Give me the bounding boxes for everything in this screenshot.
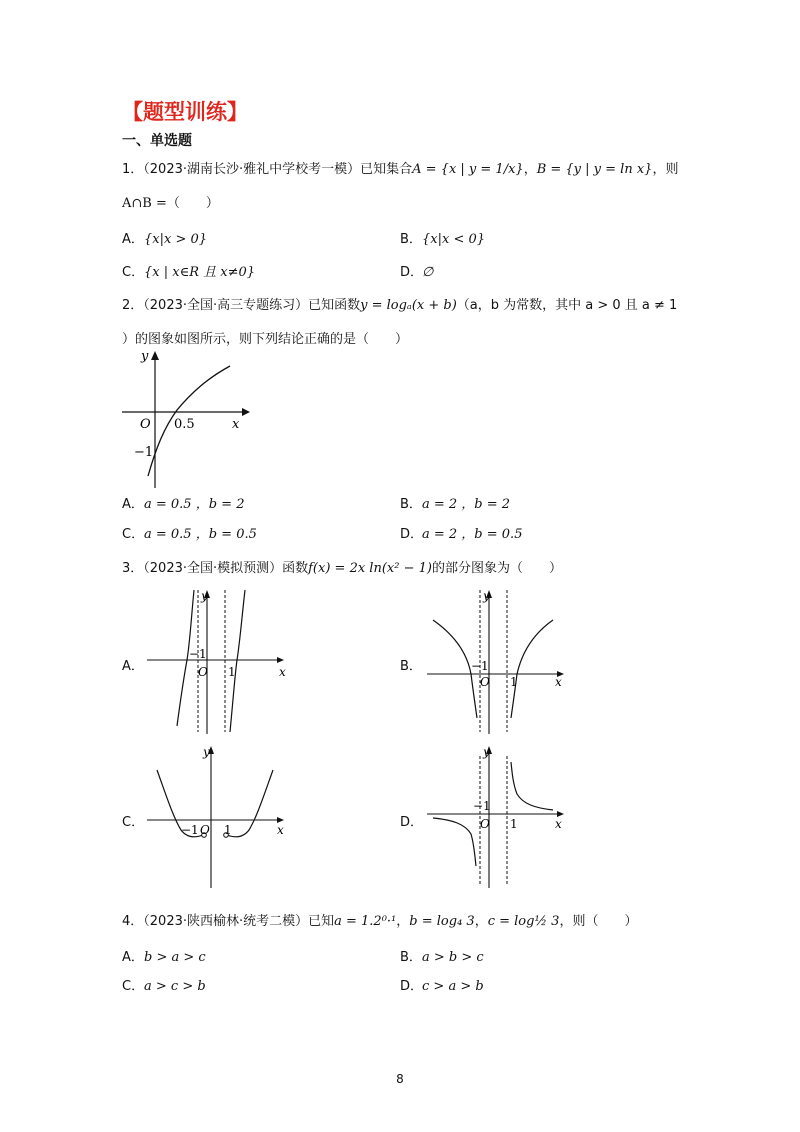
q3-graph-b <box>425 586 575 736</box>
svg-text:y: y <box>483 589 490 603</box>
q4-option-b[interactable]: B．a > b > c <box>400 950 484 965</box>
q1-set-b: B = {y | y = ln x} <box>536 162 653 177</box>
svg-text:1: 1 <box>510 675 518 689</box>
page-number: 8 <box>396 1072 404 1086</box>
svg-text:O: O <box>480 817 490 831</box>
svg-text:x: x <box>279 665 286 679</box>
q1-set-a: A = {x | y = 1/x} <box>412 162 524 177</box>
q1-stem: 1．（2023·湖南长沙·雅礼中学校考一模）已知集合A = {x | y = 1/x}，B = {y | y = ln x}，则 <box>122 162 679 177</box>
q3-graph-a <box>145 586 295 736</box>
q2-stem: 2．（2023·全国·高三专题练习）已知函数y = logₐ(x + b)（a，b 为常数，其中 a > 0 且 a ≠ 1 <box>122 298 678 313</box>
svg-text:O: O <box>480 675 490 689</box>
svg-text:y: y <box>203 745 210 759</box>
q2-graph <box>120 348 260 490</box>
svg-text:y: y <box>201 589 208 603</box>
svg-text:−1: −1 <box>471 659 489 673</box>
q1-line2: A∩B =（ ） <box>122 196 219 211</box>
q4-option-d[interactable]: D．c > a > b <box>400 979 484 994</box>
section-heading: 【题型训练】 <box>122 100 248 124</box>
q2-origin-label: O <box>140 417 151 432</box>
svg-text:−1: −1 <box>189 647 207 661</box>
svg-text:−1: −1 <box>473 799 491 813</box>
q4-a-def: a = 1.2⁰·¹ <box>334 914 397 929</box>
svg-text:O: O <box>198 665 208 679</box>
q2-x-label: x <box>232 417 240 432</box>
q3-graph-d <box>425 742 575 892</box>
svg-text:1: 1 <box>510 817 518 831</box>
q3-option-d-label[interactable]: D． <box>400 815 424 830</box>
q3-option-a-label[interactable]: A． <box>122 659 144 674</box>
q3-graph-c <box>145 742 295 892</box>
svg-text:x: x <box>277 823 284 837</box>
svg-text:y: y <box>483 745 490 759</box>
svg-text:−1: −1 <box>181 823 199 837</box>
q2-y-label: y <box>141 349 149 364</box>
q3-option-c-label[interactable]: C． <box>122 815 145 830</box>
q2-option-b[interactable]: B．a = 2 ，b = 2 <box>400 497 511 512</box>
svg-text:x: x <box>555 675 562 689</box>
q2-y-tick: −1 <box>134 445 154 460</box>
section-title: 一、单选题 <box>122 133 192 149</box>
q1-option-d[interactable]: D．∅ <box>400 265 434 280</box>
q2-x-tick: 0.5 <box>174 417 195 432</box>
q2-function: y = logₐ(x + b) <box>360 298 457 313</box>
svg-text:O: O <box>200 823 210 837</box>
q4-option-a[interactable]: A．b > a > c <box>122 950 206 965</box>
q2-option-d[interactable]: D．a = 2 ，b = 0.5 <box>400 527 523 542</box>
q4-c-def: c = log½ 3 <box>487 914 560 929</box>
q1-option-a[interactable]: A．{x|x > 0} <box>122 232 208 247</box>
q4-b-def: b = log₄ 3 <box>409 914 475 929</box>
svg-text:1: 1 <box>224 823 232 837</box>
svg-text:x: x <box>555 817 562 831</box>
q2-option-a[interactable]: A．a = 0.5 ，b = 2 <box>122 497 245 512</box>
q1-option-c[interactable]: C．{x | x∈R 且 x≠0} <box>122 265 256 280</box>
q4-stem: 4．（2023·陕西榆林·统考二模）已知a = 1.2⁰·¹，b = log₄ 3，c = log½ 3，则（ ） <box>122 914 638 929</box>
q2-option-c[interactable]: C．a = 0.5 ，b = 0.5 <box>122 527 257 542</box>
q3-function: f(x) = 2x ln(x² − 1) <box>308 561 432 576</box>
q3-option-b-label[interactable]: B． <box>400 659 422 674</box>
q2-line2: ）的图象如图所示，则下列结论正确的是（ ） <box>122 332 409 347</box>
q4-option-c[interactable]: C．a > c > b <box>122 979 206 994</box>
q1-option-b[interactable]: B．{x|x < 0} <box>400 232 486 247</box>
q3-stem: 3．（2023·全国·模拟预测）函数f(x) = 2x ln(x² − 1)的部分图象为（ ） <box>122 561 562 576</box>
svg-text:1: 1 <box>228 665 236 679</box>
